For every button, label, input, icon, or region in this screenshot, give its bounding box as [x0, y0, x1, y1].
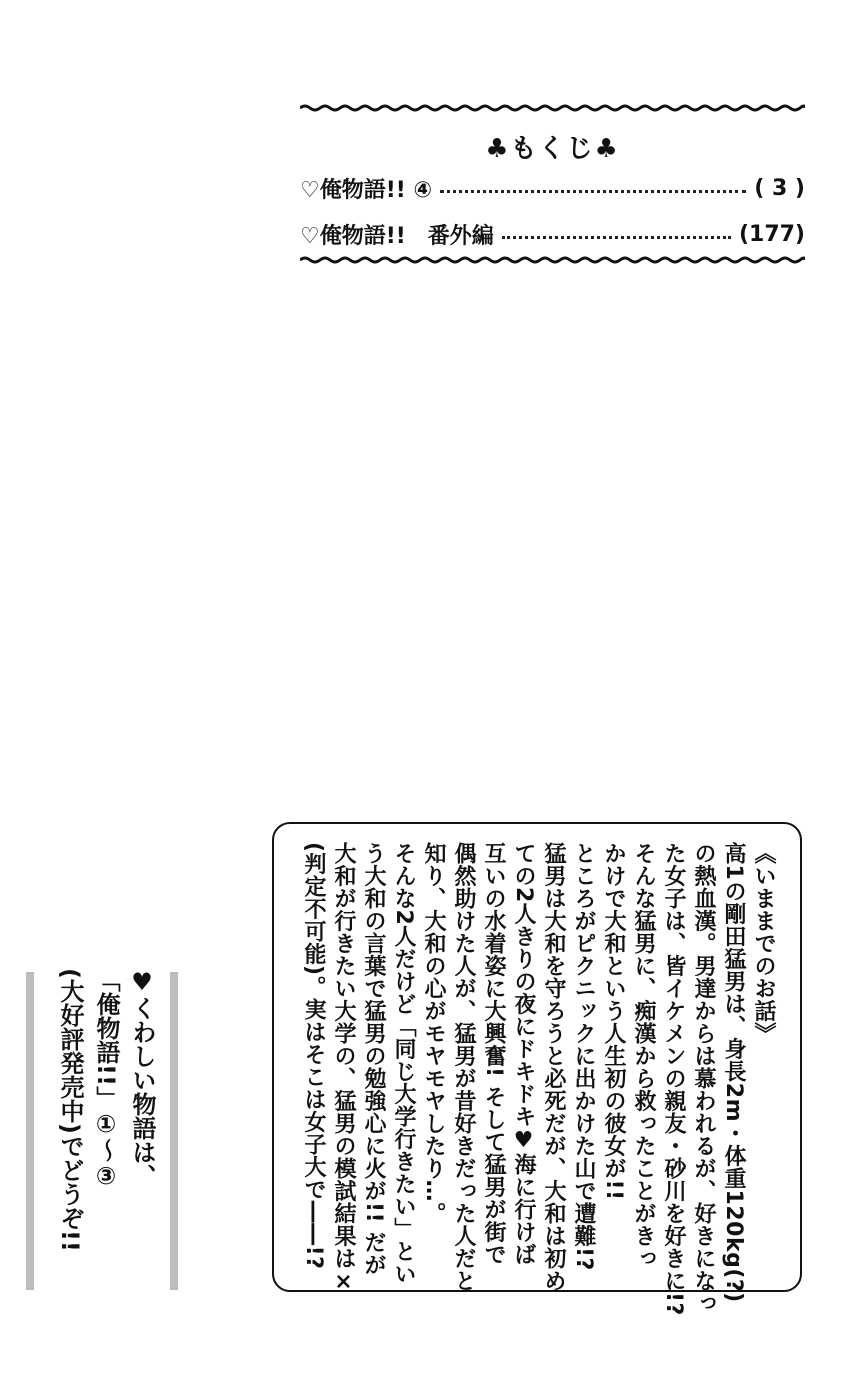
series-ad — [22, 968, 182, 1298]
ad-text — [52, 968, 160, 1298]
dot-leader — [440, 190, 746, 193]
story-line: ところがピクニックに出かけた山で遭難!? — [571, 842, 596, 1271]
story-line: 知り、大和の心がモヤモヤしたり…。 — [421, 842, 446, 1225]
toc-entry-page: ( 3 ) — [754, 175, 805, 201]
ad-grey-bar — [26, 972, 34, 1290]
toc-entry[interactable] — [300, 170, 805, 206]
toc-entry[interactable] — [300, 216, 805, 252]
story-line: かけで大和という人生初の彼女が!! — [601, 842, 626, 1201]
story-line: 大和が行きたい大学の、猛男の模試結果は× — [331, 842, 356, 1295]
story-line: そんな2人だけど「同じ大学行きたい」とい — [391, 842, 416, 1286]
toc-entry-page: (177) — [738, 221, 805, 247]
story-line: (判定不可能)。実はそこは女子大で――!? — [301, 842, 326, 1270]
ad-line: 「俺物語!!」①〜③ — [92, 968, 120, 1190]
story-line: 猛男は大和を守ろうと必死だが、大和は初め — [541, 842, 566, 1292]
ad-grey-bar — [170, 972, 178, 1290]
decorative-wavy-rule-bottom — [300, 256, 805, 264]
story-line: た女子は、皆イケメンの親友・砂川を好きに!? — [661, 842, 686, 1316]
story-line: そんな猛男に、痴漢から救ったことがきっ — [631, 842, 656, 1270]
ad-line: ♥くわしい物語は、 — [128, 968, 156, 1188]
story-heading: 《いままでのお話》 — [751, 842, 776, 1045]
ad-line: (大好評発売中)でどうぞ!! — [56, 968, 84, 1252]
story-summary-box — [272, 822, 802, 1316]
toc-entry-title: ♡俺物語!! ④ — [300, 177, 433, 203]
dot-leader — [502, 236, 731, 239]
story-line: 互いの水着姿に大興奮! そして猛男が街で — [481, 842, 506, 1266]
decorative-wavy-rule-top — [300, 104, 805, 112]
toc-entry-title: ♡俺物語!! 番外編 — [300, 223, 494, 249]
story-line: の熱血漢。男達からは慕われるが、好きになっ — [691, 842, 716, 1315]
story-line: ての2人きりの夜にドキドキ♥海に行けば — [511, 842, 536, 1266]
story-line: 偶然助けた人が、猛男が昔好きだった人だと — [451, 842, 476, 1292]
story-summary-text — [298, 842, 778, 1316]
story-line: 高1の剛田猛男は、身長2m・体重120kg(?) — [721, 842, 746, 1303]
toc-title: ♣もくじ♣ — [485, 134, 620, 164]
table-of-contents — [300, 104, 805, 266]
story-line: う大和の言葉で猛男の勉強心に火が!! だが — [361, 842, 386, 1277]
